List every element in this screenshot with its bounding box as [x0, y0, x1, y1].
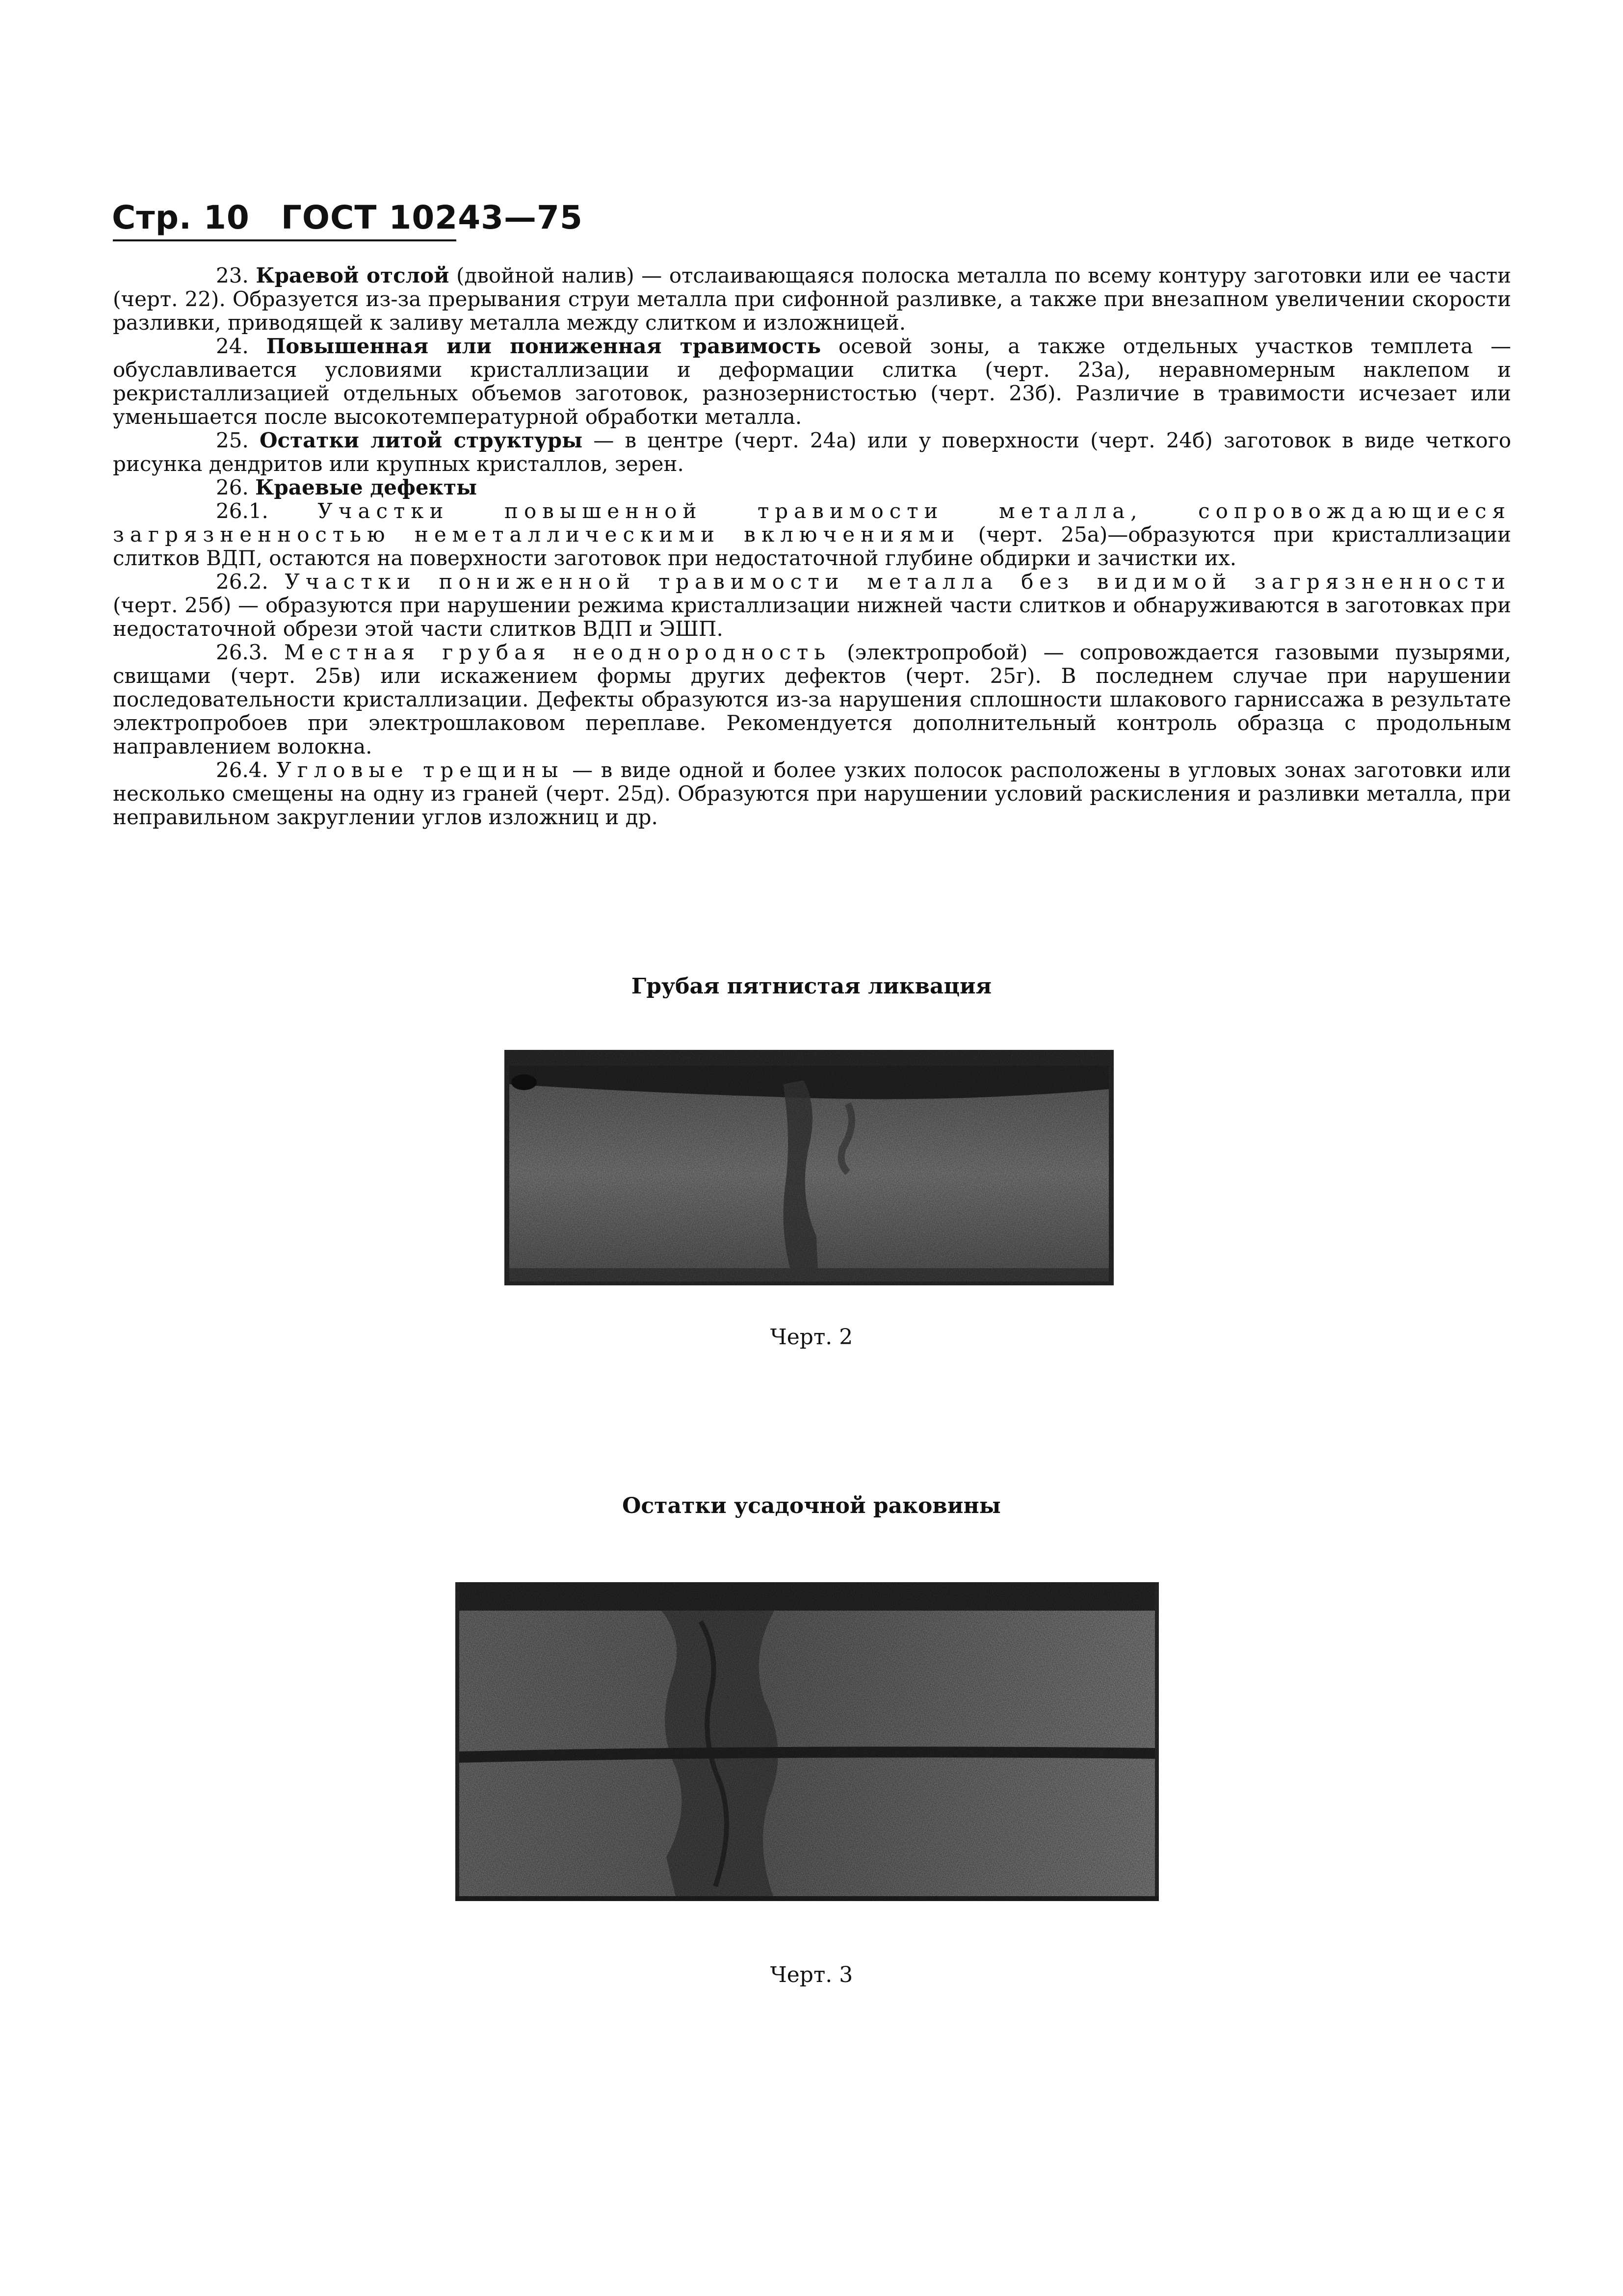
document-text	[113, 264, 1511, 829]
figure-2-photo	[504, 1050, 1114, 1285]
standard-number: ГОСТ 10243—75	[281, 199, 583, 236]
term-etchability: Повышенная или пониженная травимость	[266, 334, 821, 358]
figure-2-caption: Черт. 2	[770, 1325, 853, 1350]
term-local-heterogeneity: Местная грубая неоднородность	[284, 640, 832, 664]
macrostructure-spotted-segregation-image	[504, 1050, 1114, 1285]
paragraph-26-4: 26.4. Угловые трещины — в виде одной и более узких полосок расположены в угловых зонах заготовки или несколько смещены на одну из граней (черт. 25д). Образуются при нарушении условий раскисления и разливки металла, при неправильном закруглении углов изложниц и др.	[113, 758, 1511, 829]
paragraph-25: 25. Остатки литой структуры — в центре (черт. 24а) или у поверхности (черт. 24б) заготовок в виде четкого рисунка дендритов или крупных кристаллов, зерен.	[113, 428, 1512, 476]
figure-3-photo	[455, 1582, 1159, 1901]
term-low-etch-zones: Участки пониженной травимости металла без видимой загрязненности	[285, 570, 1511, 594]
page-header	[112, 199, 583, 236]
paragraph-23: 23. Краевой отслой (двойной налив) — отслаивающаяся полоска металла по всему контуру заготовки или ее части (черт. 22). Образуется из-за прерывания струи металла при сифонной разливке, а также при внезапном увеличении скорости разливки, приводящей к заливу металла между слитком и изложницей.	[113, 263, 1512, 335]
page-number: Стр. 10	[112, 199, 250, 236]
paragraph-26: 26. Краевые дефекты	[216, 475, 477, 499]
paragraph-24: 24. Повышенная или пониженная травимость осевой зоны, а также отдельных участков темплета — обуславливается условиями кристаллизации и деформации слитка (черт. 23а), неравномерным наклепом и рекристаллизацией отдельных объемов заготовок, разнозернистостью (черт. 23б). Различие в травимости исчезает или уменьшается после высокотемпературной обработки металла.	[113, 334, 1511, 429]
paragraph-26-3: 26.3. Местная грубая неоднородность (электропробой) — сопровождается газовыми пузырями, свищами (черт. 25в) или искажением формы других дефектов (черт. 25г). В последнем случае при нарушении последовательности кристаллизации. Дефекты образуются из-за нарушения сплошности шлакового гарниссажа в результате электропробоев при электрошлаковом переплаве. Рекомендуется дополнительный контроль образца с продольным направлением волокна.	[113, 640, 1512, 758]
macrostructure-shrinkage-cavity-image	[455, 1582, 1159, 1901]
figure-3-caption: Черт. 3	[770, 1962, 853, 1987]
paragraph-26-2: 26.2. Участки пониженной травимости металла без видимой загрязненности (черт. 25б) — образуются при нарушении режима кристаллизации нижней части слитков и обнаруживаются в заготовках при недостаточной обрези этой части слитков ВДП и ЭШП.	[113, 570, 1511, 641]
term-high-etch-zones: Участки повышенной травимости металла, сопровождающиеся загрязненностью неметаллическими включениями	[113, 499, 1511, 547]
term-edge-peel: Краевой отслой	[256, 263, 449, 287]
term-cast-structure: Остатки литой структуры	[259, 428, 583, 452]
figure-2-title: Грубая пятнистая ликвация	[631, 974, 992, 999]
paragraph-26-1: 26.1. Участки повышенной травимости металла, сопровождающиеся загрязненностью неметаллическими включениями (черт. 25а)—образуются при кристаллизации слитков ВДП, остаются на поверхности заготовок при недостаточной глубине обдирки и зачистки их.	[113, 499, 1512, 570]
header-underline	[113, 239, 456, 241]
figure-3-title: Остатки усадочной раковины	[622, 1493, 1001, 1518]
term-edge-defects: Краевые дефекты	[255, 475, 477, 499]
term-corner-cracks: Угловые трещины	[276, 758, 564, 782]
